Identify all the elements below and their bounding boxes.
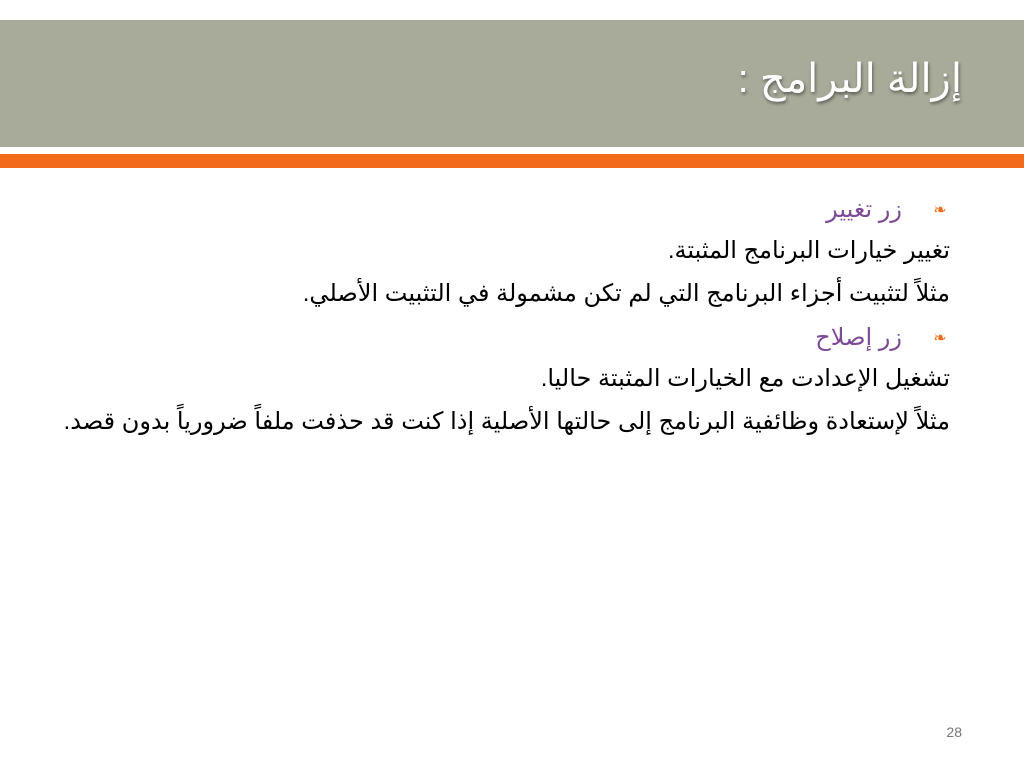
ornate-bullet-icon: ❧ bbox=[933, 327, 947, 347]
paragraph: مثلاً لتثبيت أجزاء البرنامج التي لم تكن مشمولة في التثبيت الأصلي. bbox=[302, 280, 950, 307]
bullet-heading: زر إصلاح bbox=[815, 323, 902, 351]
header-accent-bar bbox=[0, 154, 1024, 168]
bullet-item-change bbox=[60, 190, 950, 228]
slide-content bbox=[60, 190, 950, 446]
bullet-heading: زر تغيير bbox=[826, 195, 902, 223]
bullet-item-repair bbox=[60, 318, 950, 356]
paragraph: مثلاً لإستعادة وظائفية البرنامج إلى حالتها الأصلية إذا كنت قد حذفت ملفاً ضرورياً بدون قصد. bbox=[63, 408, 950, 435]
ornate-bullet-icon: ❧ bbox=[933, 199, 947, 219]
slide-title: إزالة البرامج : bbox=[737, 57, 962, 101]
page-number: 28 bbox=[946, 724, 962, 740]
paragraph: تغيير خيارات البرنامج المثبتة. bbox=[667, 237, 950, 264]
paragraph: تشغيل الإعدادت مع الخيارات المثبتة حاليا. bbox=[540, 365, 950, 392]
